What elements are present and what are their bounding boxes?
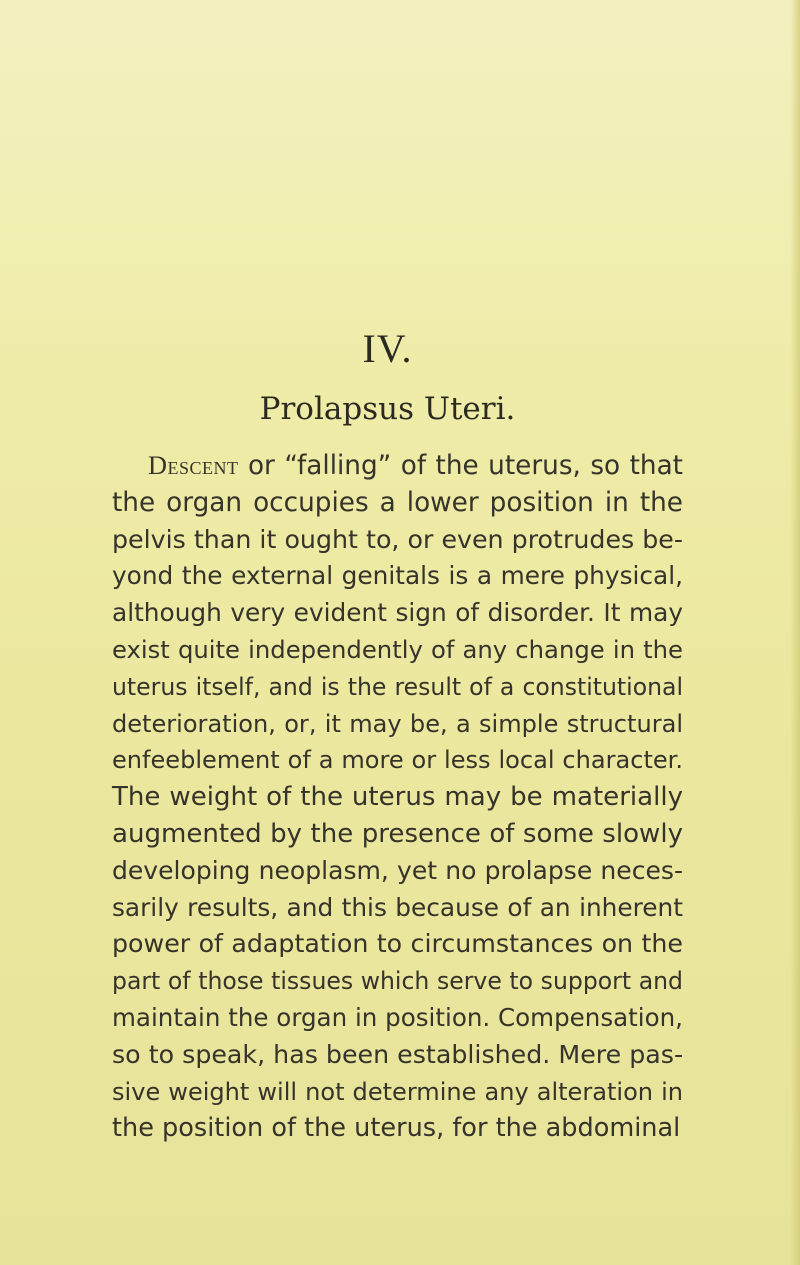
text-line: enfeeblement of a more or less local character.: [112, 746, 683, 775]
text-line: developing neoplasm, yet no prolapse neces-: [112, 855, 683, 885]
text-line: The weight of the uterus may be materially: [112, 782, 683, 813]
text-line: maintain the organ in position. Compensation,: [112, 1002, 683, 1032]
text-line: power of adaptation to circumstances on the: [112, 929, 683, 959]
text-line: augmented by the presence of some slowly: [112, 818, 683, 849]
text-line: although very evident sign of disorder. It may: [112, 598, 683, 628]
text-line: yond the external genitals is a mere physical,: [112, 561, 683, 591]
text-line: so to speak, has been established. Mere pas-: [112, 1039, 684, 1069]
text-line: sive weight will not determine any alteration in: [112, 1077, 683, 1106]
text-line: pelvis than it ought to, or even protrudes be-: [112, 524, 683, 554]
body-paragraph: [112, 448, 683, 1147]
page-edge-shadow: [790, 0, 800, 1265]
text-line: the position of the uterus, for the abdominal: [112, 1113, 681, 1144]
text-line-rest: or “falling” of the uterus, so that: [238, 451, 683, 481]
text-line: uterus itself, and is the result of a constitutional: [112, 672, 683, 701]
chapter-number: IV.: [362, 326, 413, 371]
text-line: exist quite independently of any change in the: [112, 634, 683, 664]
text-line: deterioration, or, it may be, a simple structural: [112, 709, 683, 738]
text-line: part of those tissues which serve to support and: [112, 967, 683, 996]
text-line: sarily results, and this because of an inherent: [112, 892, 683, 922]
lead-word: Descent: [148, 451, 239, 480]
chapter-title: Prolapsus Uteri.: [259, 391, 516, 427]
text-line: the organ occupies a lower position in the: [112, 487, 683, 518]
text-line: [112, 448, 683, 485]
